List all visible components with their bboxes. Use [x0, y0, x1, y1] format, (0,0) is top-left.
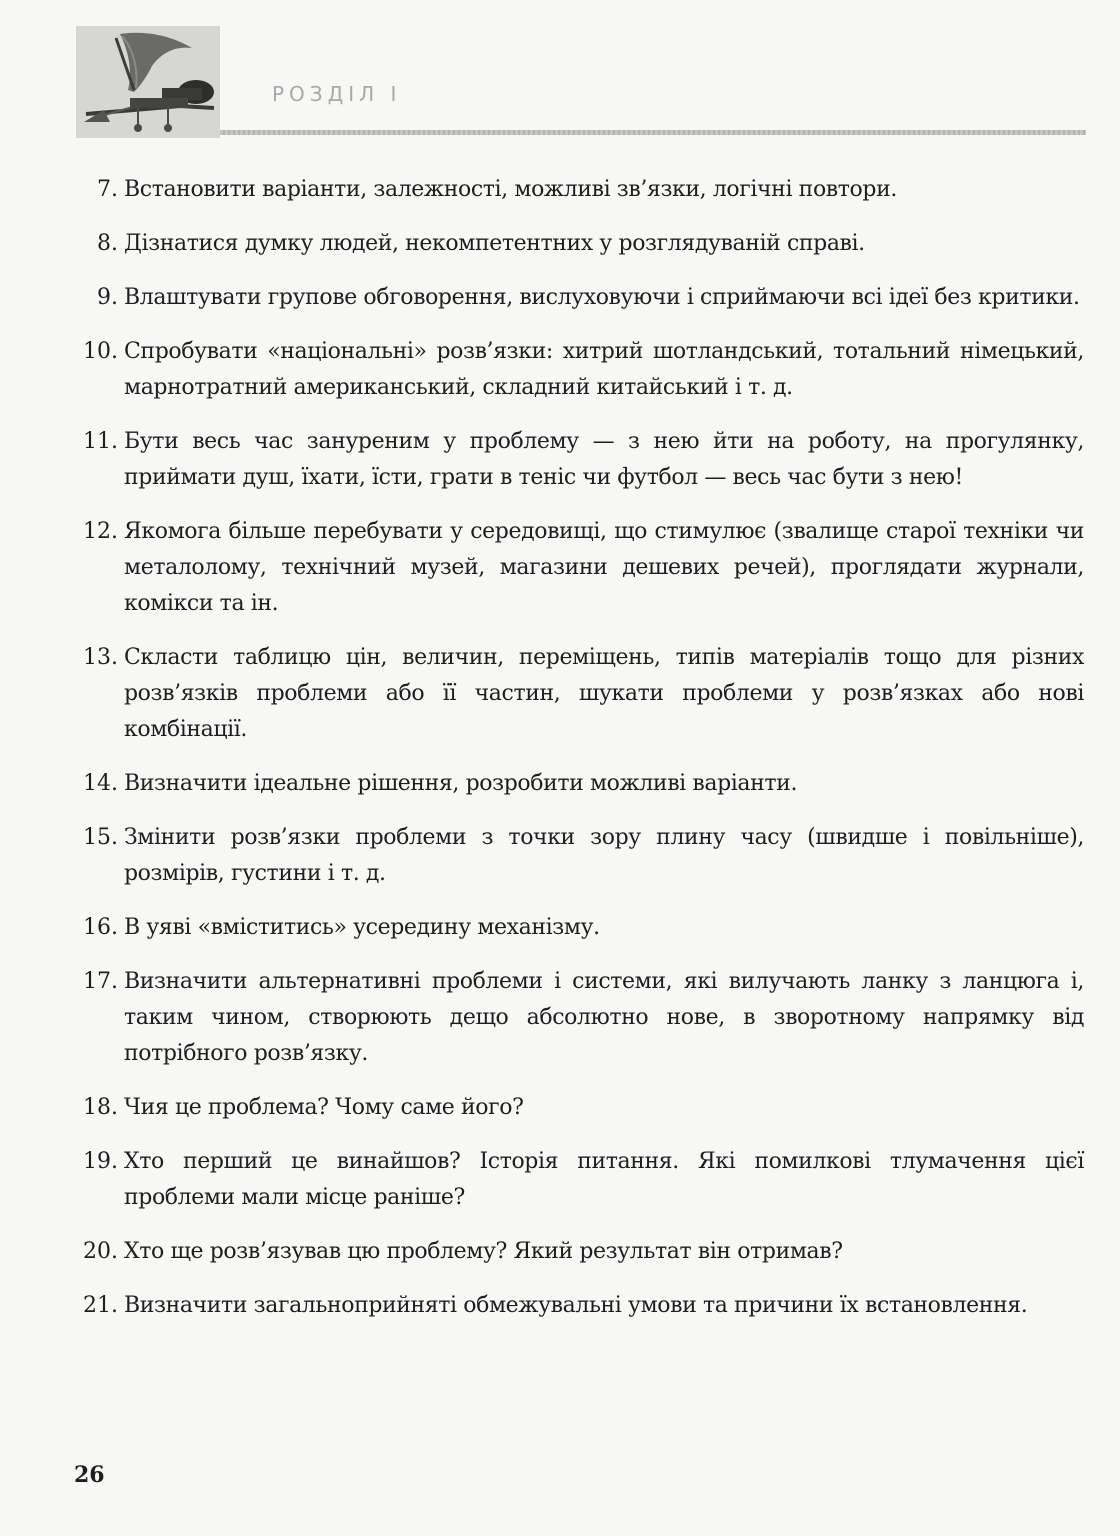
list-item: [72, 514, 1084, 622]
list-item: [72, 424, 1084, 496]
item-number: 10.: [83, 339, 118, 364]
item-text: Встановити варіанти, залежності, можливі зв’язки, логічні повтори.: [124, 177, 897, 202]
page-number: 26: [74, 1462, 105, 1488]
item-text: Визначити альтернативні проблеми і системи, які вилучають ланку з ланцюга і, таким чином, створюють дещо абсолютно нове, в зворотному напрямку від потрібного розв’язку.: [124, 969, 1084, 1066]
list-item: [72, 766, 1084, 802]
item-text: Хто ще розв’язував цю проблему? Який результат він отримав?: [124, 1239, 843, 1264]
list-item: [72, 334, 1084, 406]
item-number: 18.: [83, 1095, 118, 1120]
item-number: 15.: [83, 825, 118, 850]
item-number: 12.: [83, 519, 118, 544]
list-item: [72, 640, 1084, 748]
item-text: В уяві «вміститись» усередину механізму.: [124, 915, 600, 940]
recommendation-list: [72, 172, 1084, 1342]
item-number: 8.: [97, 231, 118, 256]
item-number: 16.: [83, 915, 118, 940]
item-number: 11.: [83, 429, 118, 454]
item-text: Якомога більше перебувати у середовищі, що стимулює (звалище старої техніки чи металолому, технічний музей, магазини дешевих речей), проглядати журнали, комікси та ін.: [124, 519, 1084, 616]
item-text: Хто перший це винайшов? Історія питання. Які помилкові тлумачення цієї проблеми мали місце раніше?: [124, 1149, 1084, 1210]
list-item: [72, 910, 1084, 946]
item-text: Спробувати «національні» розв’язки: хитрий шотландський, тотальний німецький, марнотратний американський, складний китайський і т. д.: [124, 339, 1084, 400]
item-text: Бути весь час зануреним у проблему — з нею йти на роботу, на прогулянку, приймати душ, їхати, їсти, грати в теніс чи футбол — весь час бути з нею!: [124, 429, 1084, 490]
item-text: Змінити розв’язки проблеми з точки зору плину часу (швидше і повільніше), розмірів, густини і т. д.: [124, 825, 1084, 886]
list-item: [72, 1144, 1084, 1216]
item-number: 9.: [97, 285, 118, 310]
section-title: РОЗДІЛ І: [272, 82, 402, 106]
list-item: [72, 280, 1084, 316]
item-number: 13.: [83, 645, 118, 670]
list-item: [72, 1234, 1084, 1270]
item-text: Скласти таблицю цін, величин, переміщень, типів матеріалів тощо для різних розв’язків проблеми або її частин, шукати проблеми у розв’язках або нові комбінації.: [124, 645, 1084, 742]
list-item: [72, 820, 1084, 892]
item-number: 19.: [83, 1149, 118, 1174]
item-number: 17.: [83, 969, 118, 994]
item-text: Влаштувати групове обговорення, вислуховуючи і сприймаючи всі ідеї без критики.: [124, 285, 1080, 310]
item-text: Дізнатися думку людей, некомпетентних у розглядуваній справі.: [124, 231, 865, 256]
list-item: [72, 172, 1084, 208]
item-text: Визначити загальноприйняті обмежувальні умови та причини їх встановлення.: [124, 1293, 1028, 1318]
item-text: Визначити ідеальне рішення, розробити можливі варіанти.: [124, 771, 798, 796]
item-number: 21.: [83, 1293, 118, 1318]
item-number: 20.: [83, 1239, 118, 1264]
flying-machine-icon: [76, 26, 220, 138]
item-number: 7.: [97, 177, 118, 202]
item-number: 14.: [83, 771, 118, 796]
header-rule: [220, 130, 1086, 135]
list-item: [72, 226, 1084, 262]
list-item: [72, 1288, 1084, 1324]
list-item: [72, 1090, 1084, 1126]
page-header: [76, 26, 1086, 138]
list-item: [72, 964, 1084, 1072]
item-text: Чия це проблема? Чому саме його?: [124, 1095, 524, 1120]
